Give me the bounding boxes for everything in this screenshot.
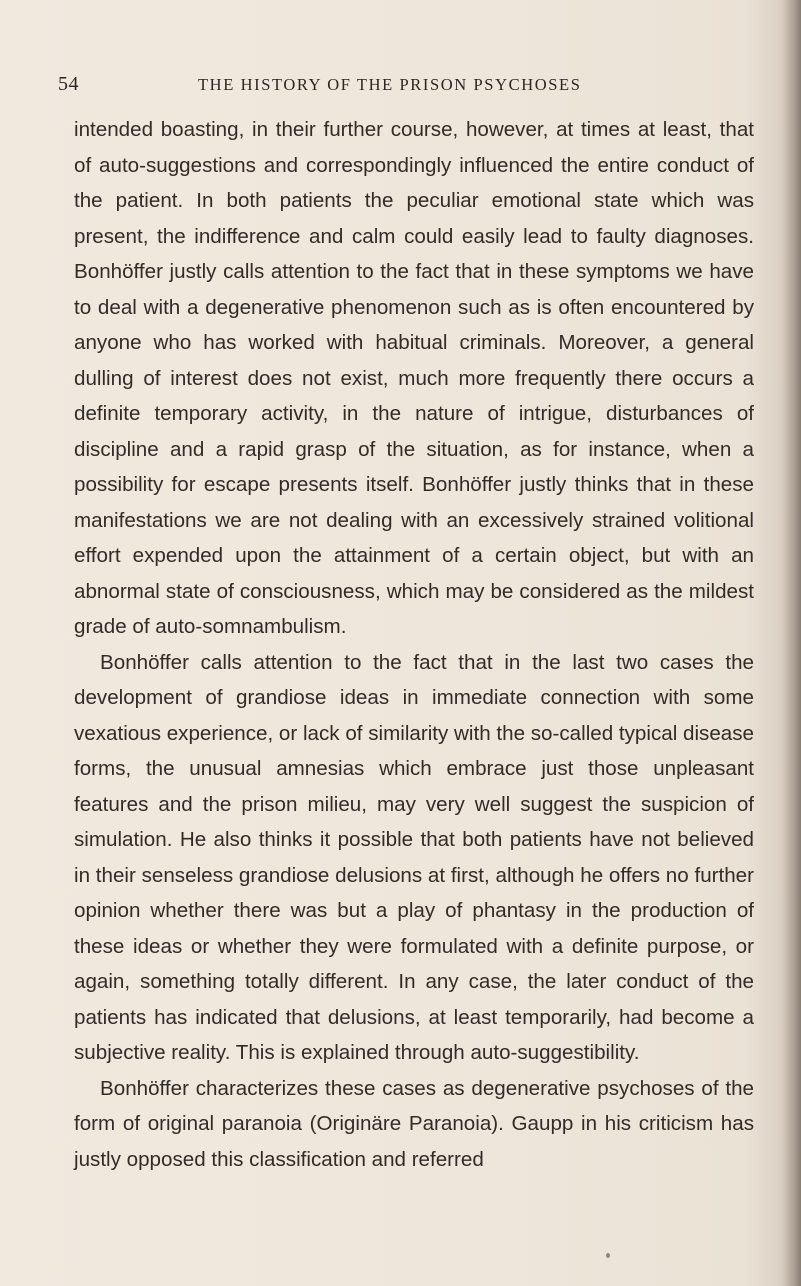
running-head: THE HISTORY OF THE PRISON PSYCHOSES [198, 75, 582, 94]
paragraph-2: Bonhöffer calls attention to the fact that in the last two cases the development of grandiose ideas in immediate connection with some vexatious experience, or lack of similarity with the so-called typical disease forms, the unusual amnesias which embrace just those unpleasant features and the prison milieu, may very well suggest the suspicion of simulation. He also thinks it possible that both patients have not believed in their senseless grandiose delusions at first, although he offers no further opinion whether there was but a play of phantasy in the production of these ideas or whether they were formulated with a definite purpose, or again, something totally different. In any case, the later conduct of the patients has indicated that delusions, at least temporarily, had become a subjective reality. This is explained through auto-suggestibility. [74, 650, 754, 1064]
body-text [74, 112, 754, 1177]
paragraph-3: Bonhöffer characterizes these cases as degenerative psychoses of the form of original paranoia (Originäre Paranoia). Gaupp in his criticism has justly opposed this classification and referred [74, 1076, 754, 1171]
page-number: 54 [58, 73, 79, 95]
page-edge-shadow [783, 0, 801, 1286]
paragraph-1: intended boasting, in their further course, however, at times at least, that of auto-suggestions and correspondingly influenced the entire conduct of the patient. In both patients the peculiar emotional state which was present, the indifference and calm could easily lead to faulty diagnoses. Bonhöffer justly calls attention to the fact that in these symptoms we have to deal with a degenerative phenomenon such as is often encountered by anyone who has worked with habitual criminals. Moreover, a general dulling of interest does not exist, much more frequently there occurs a definite temporary activity, in the nature of intrigue, disturbances of discipline and a rapid grasp of the situation, as for instance, when a possibility for escape presents itself. Bonhöffer justly thinks that in these manifestations we are not dealing with an excessively strained volitional effort expended upon the attainment of a certain object, but with an abnormal state of consciousness, which may be considered as the mildest grade of auto-somnambulism. [74, 118, 754, 638]
page-header [58, 73, 758, 103]
paper-speck [606, 1253, 610, 1258]
